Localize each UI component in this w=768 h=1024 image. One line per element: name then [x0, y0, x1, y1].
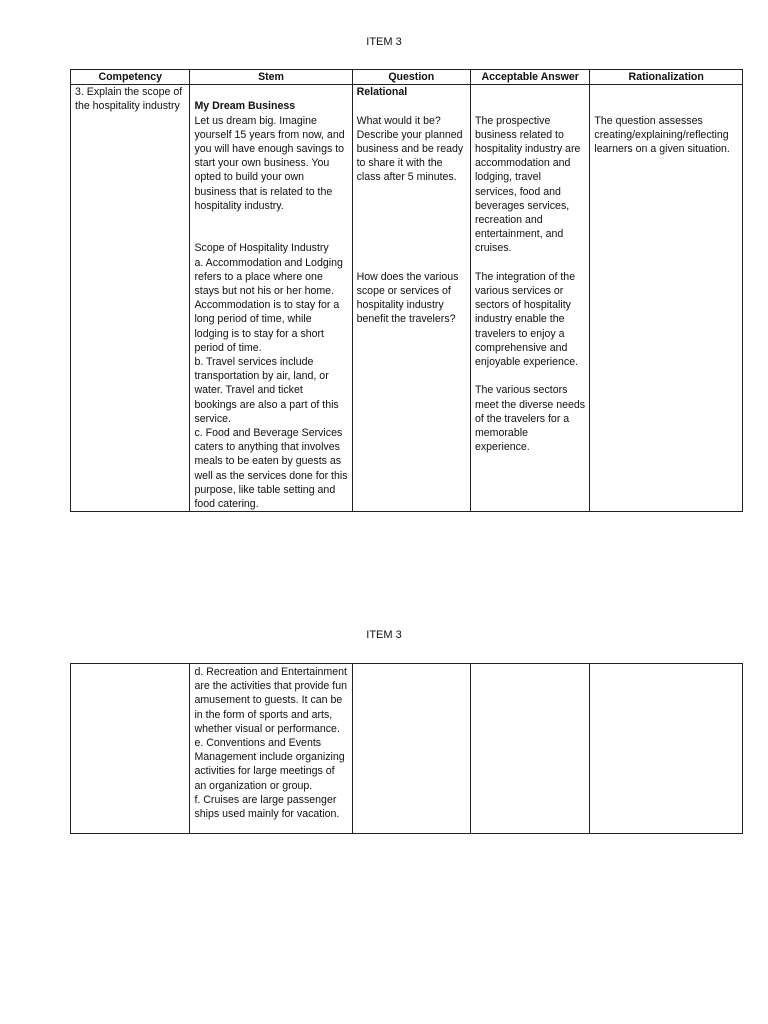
stem-title: My Dream Business [194, 100, 296, 113]
stem-intro: Let us dream big. Imagine yourself 15 years from now, and you will have enough savings to start your own business. You opted to build your own business that is related to the hospitality industry. [194, 114, 345, 212]
stem-item-a: a. Accommodation and Lodging refers to a place where one stays but not his or her home. Accommodation is to stay for a long period of time, while lodging is to stay for a short period of time. [194, 256, 343, 354]
answer-cell [470, 664, 589, 834]
header-row [71, 70, 743, 85]
question-type: Relational [356, 86, 408, 99]
rationalization-cell [590, 664, 743, 834]
rationalization-text: The question assesses creating/explaining/reflecting learners on a given situation. [594, 114, 730, 155]
answer-1: The prospective business related to hospitality industry are accommodation and lodging, travel services, food and beverages services, recreation and entertainment, and cruises. [474, 114, 581, 255]
question-1: What would it be? Describe your planned business and be ready to share it with the class after 5 minutes. [356, 114, 464, 184]
answer-cell [470, 85, 589, 512]
question-cell [352, 664, 470, 834]
item-table-continued [70, 663, 743, 834]
item-table [70, 69, 743, 512]
item-title: ITEM 3 [366, 629, 402, 641]
stem-item-f: f. Cruises are large passenger ships used mainly for vacation. [194, 793, 340, 821]
stem-item-b: b. Travel services include transportation by air, land, or water. Travel and ticket bookings are also a part of this service. [194, 356, 339, 425]
stem-item-c: c. Food and Beverage Services caters to anything that involves meals to be eaten by guests as well as the services done for this purpose, like table setting and food catering. [194, 427, 348, 511]
stem-scope-heading: Scope of Hospitality Industry [194, 242, 329, 255]
stem-cell [190, 664, 352, 834]
stem-item-d-e: d. Recreation and Entertainment are the activities that provide fun amusement to guests. It can be in the form of sports and arts, whether visual or performance. e. Conventions and Events Management include organizing activities for large meetings of an organization or group. [194, 666, 347, 792]
header-stem: Stem [190, 70, 352, 85]
stem-cell [190, 85, 352, 512]
header-rationalization: Rationalization [590, 70, 743, 85]
answer-3: The various sectors meet the diverse needs of the travelers for a memorable experience. [474, 384, 586, 454]
header-competency: Competency [71, 70, 190, 85]
question-2: How does the various scope or services of hospitality industry benefit the travelers? [356, 270, 459, 326]
header-question: Question [352, 70, 470, 85]
competency-cell [71, 85, 190, 512]
answer-2: The integration of the various services or sectors of hospitality industry enable the travelers to enjoy a comprehensive and enjoyable experience. [474, 270, 579, 369]
item-title: ITEM 3 [366, 36, 402, 48]
question-cell [352, 85, 470, 512]
rationalization-cell [590, 85, 743, 512]
table-row [71, 664, 743, 834]
header-acceptable-answer: Acceptable Answer [470, 70, 589, 85]
competency-text: 3. Explain the scope of the hospitality industry [75, 86, 183, 113]
table-row [71, 85, 743, 512]
competency-cell [71, 664, 190, 834]
